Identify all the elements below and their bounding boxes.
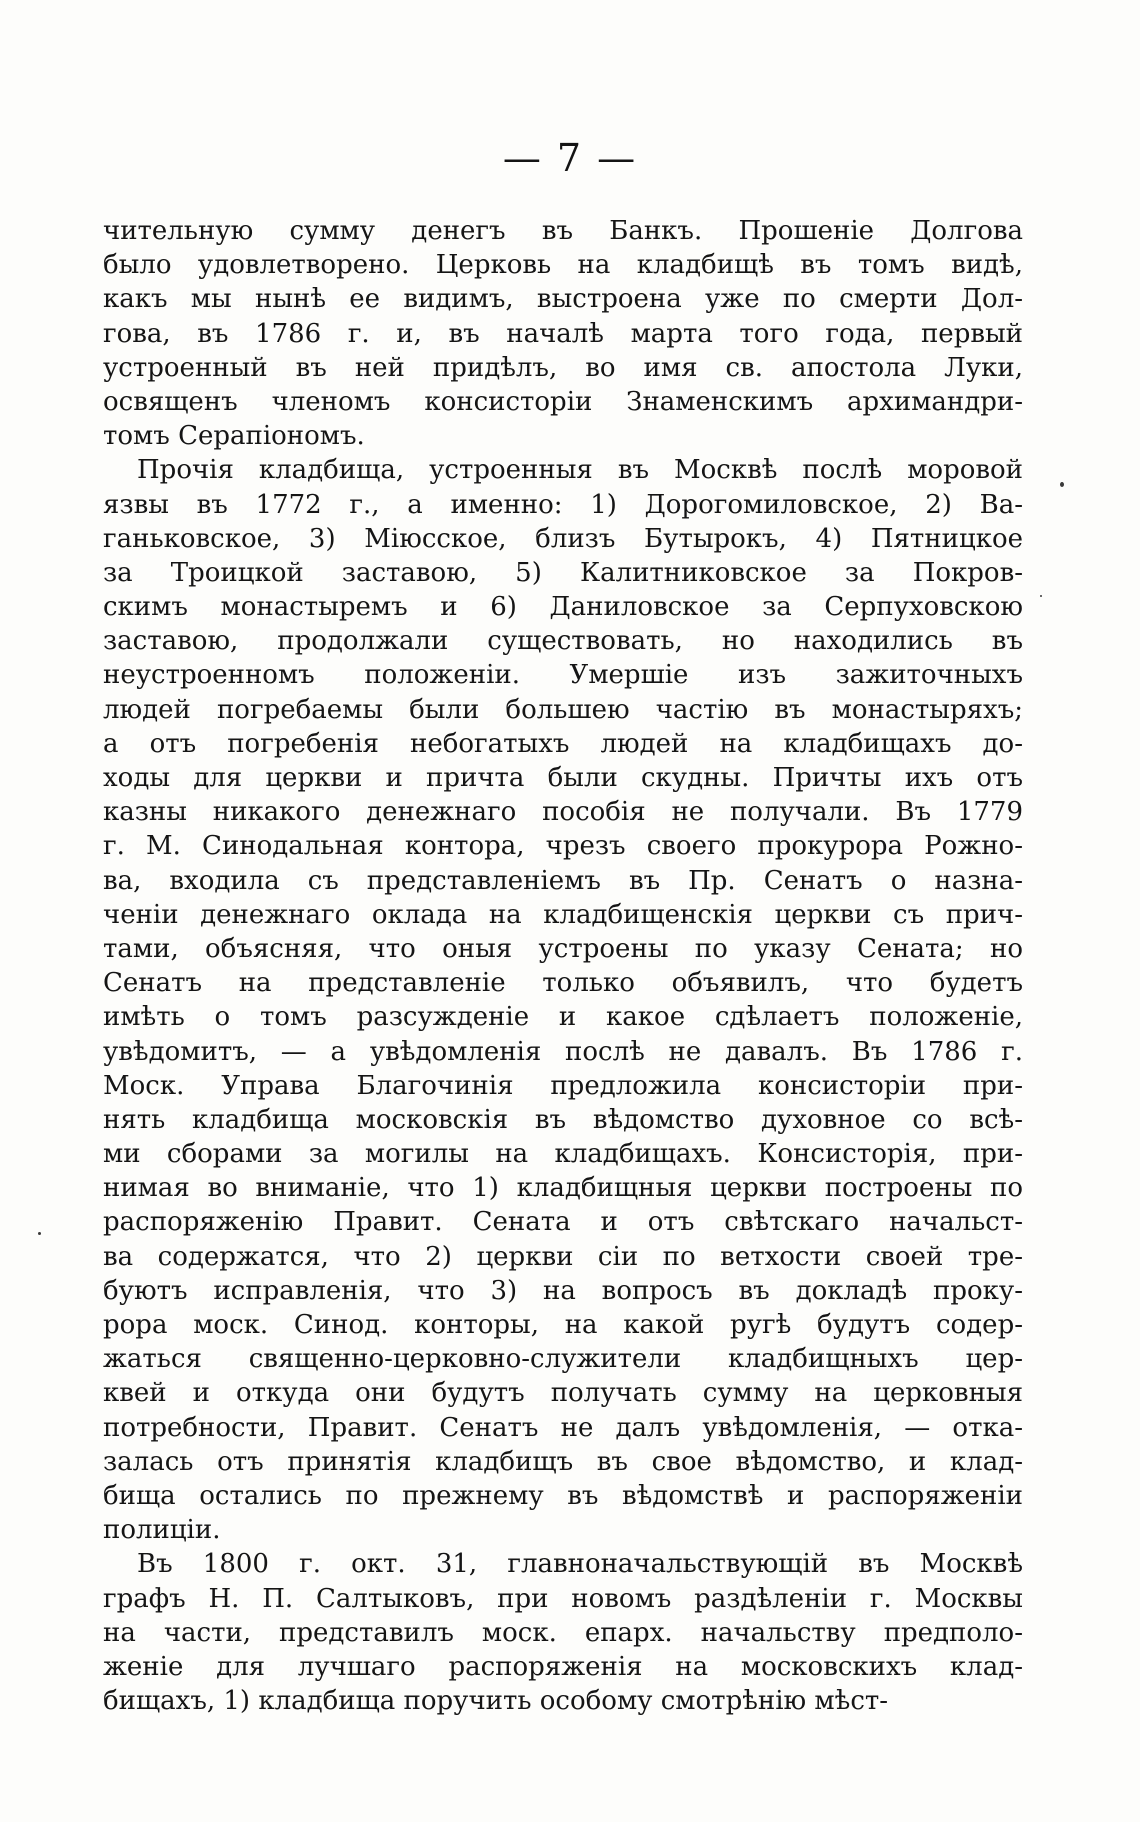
text-line: имѣть о томъ разсужденіе и какое сдѣлаетъ положеніе, (103, 1002, 1023, 1033)
text-line: устроенный въ ней придѣлъ, во имя св. апостола Луки, (103, 352, 1023, 383)
text-line: женіе для лучшаго распоряженія на московскихъ клад- (103, 1651, 1023, 1682)
text-line: тами, объясняя, что оныя устроены по указу Сената; но (103, 933, 1023, 964)
text-line: бища остались по прежнему въ вѣдомствѣ и распоряженіи (103, 1480, 1023, 1511)
scan-speck (1060, 482, 1064, 487)
text-line: на части, представилъ моск. епарх. начальству предполо- (103, 1617, 1023, 1648)
text-line: г. М. Синодальная контора, чрезъ своего прокурора Рожно- (103, 831, 1023, 862)
scan-speck (38, 1232, 41, 1235)
text-line: потребности, Правит. Сенатъ не далъ увѣдомленія, — отка- (103, 1412, 1023, 1443)
text-line: ченіи денежнаго оклада на кладбищенскія церкви съ прич- (103, 899, 1023, 930)
text-line: распоряженію Правит. Сената и отъ свѣтскаго начальст- (103, 1207, 1023, 1238)
scan-speck (1040, 595, 1042, 597)
text-line: гова, въ 1786 г. и, въ началѣ марта того года, первый (103, 318, 1023, 349)
text-line: язвы въ 1772 г., а именно: 1) Дорогомиловское, 2) Ва- (103, 489, 1023, 520)
text-line: казны никакого денежнаго пособія не получали. Въ 1779 (103, 797, 1023, 828)
text-line: квей и откуда они будутъ получать сумму на церковныя (103, 1378, 1023, 1409)
text-line: Прочія кладбища, устроенныя въ Москвѣ послѣ моровой (137, 455, 1023, 486)
paragraph (103, 453, 1023, 1547)
text-line: Моск. Управа Благочинія предложила консисторіи при- (103, 1070, 1023, 1101)
text-line: нимая во вниманіе, что 1) кладбищныя церкви построены по (103, 1173, 1023, 1204)
text-line: полиціи. (103, 1515, 221, 1546)
paragraph (103, 214, 1023, 453)
text-line: чительную сумму денегъ въ Банкъ. Прошеніе Долгова (103, 216, 1023, 246)
text-line: залась отъ принятія кладбищъ въ свое вѣдомство, и клад- (103, 1446, 1023, 1477)
text-line: было удовлетворено. Церковь на кладбищѣ въ томъ видѣ, (103, 250, 1023, 281)
text-line: графъ Н. П. Салтыковъ, при новомъ раздѣленіи г. Москвы (103, 1583, 1023, 1614)
text-line: скимъ монастыремъ и 6) Даниловское за Серпуховскою (103, 592, 1023, 623)
text-line: а отъ погребенія небогатыхъ людей на кладбищахъ до- (103, 728, 1023, 759)
body-text (103, 214, 1023, 1718)
text-line: нять кладбища московскія въ вѣдомство духовное со всѣ- (103, 1104, 1023, 1135)
text-line: неустроенномъ положеніи. Умершіе изъ зажиточныхъ (103, 660, 1023, 691)
text-line: бищахъ, 1) кладбища поручить особому смотрѣнію мѣст- (103, 1686, 889, 1717)
text-line: ва содержатся, что 2) церкви сіи по ветхости своей тре- (103, 1241, 1023, 1272)
text-line: людей погребаемы были большею частію въ монастыряхъ; (103, 694, 1023, 725)
text-line: Сенатъ на представленіе только объявилъ, что будетъ (103, 968, 1023, 999)
paragraph (103, 1547, 1023, 1718)
text-line: заставою, продолжали существовать, но находились въ (103, 626, 1023, 657)
text-line: увѣдомитъ, — а увѣдомленія послѣ не давалъ. Въ 1786 г. (103, 1036, 1023, 1067)
text-line: Въ 1800 г. окт. 31, главноначальствующій въ Москвѣ (137, 1549, 1023, 1580)
text-line: томъ Серапіономъ. (103, 421, 365, 452)
text-line: ходы для церкви и причта были скудны. Причты ихъ отъ (103, 763, 1023, 793)
text-line: ганьковское, 3) Міюсское, близъ Бутырокъ, 4) Пятницкое (103, 523, 1023, 554)
text-line: рора моск. Синод. конторы, на какой ругѣ будутъ содер- (103, 1310, 1023, 1340)
text-line: ва, входила съ представленіемъ въ Пр. Сенатъ о назна- (103, 865, 1023, 896)
page-number: — 7 — (502, 136, 638, 180)
text-line: жаться священно-церковно-служители кладбищныхъ цер- (103, 1344, 1023, 1375)
text-line: какъ мы нынѣ ее видимъ, выстроена уже по смерти Дол- (103, 284, 1023, 315)
text-line: за Троицкой заставою, 5) Калитниковское за Покров- (103, 557, 1023, 588)
text-line: ми сборами за могилы на кладбищахъ. Консисторія, при- (103, 1139, 1023, 1170)
text-line: освященъ членомъ консисторіи Знаменскимъ архимандри- (103, 386, 1023, 417)
text-line: буютъ исправленія, что 3) на вопросъ въ докладѣ проку- (103, 1275, 1023, 1306)
